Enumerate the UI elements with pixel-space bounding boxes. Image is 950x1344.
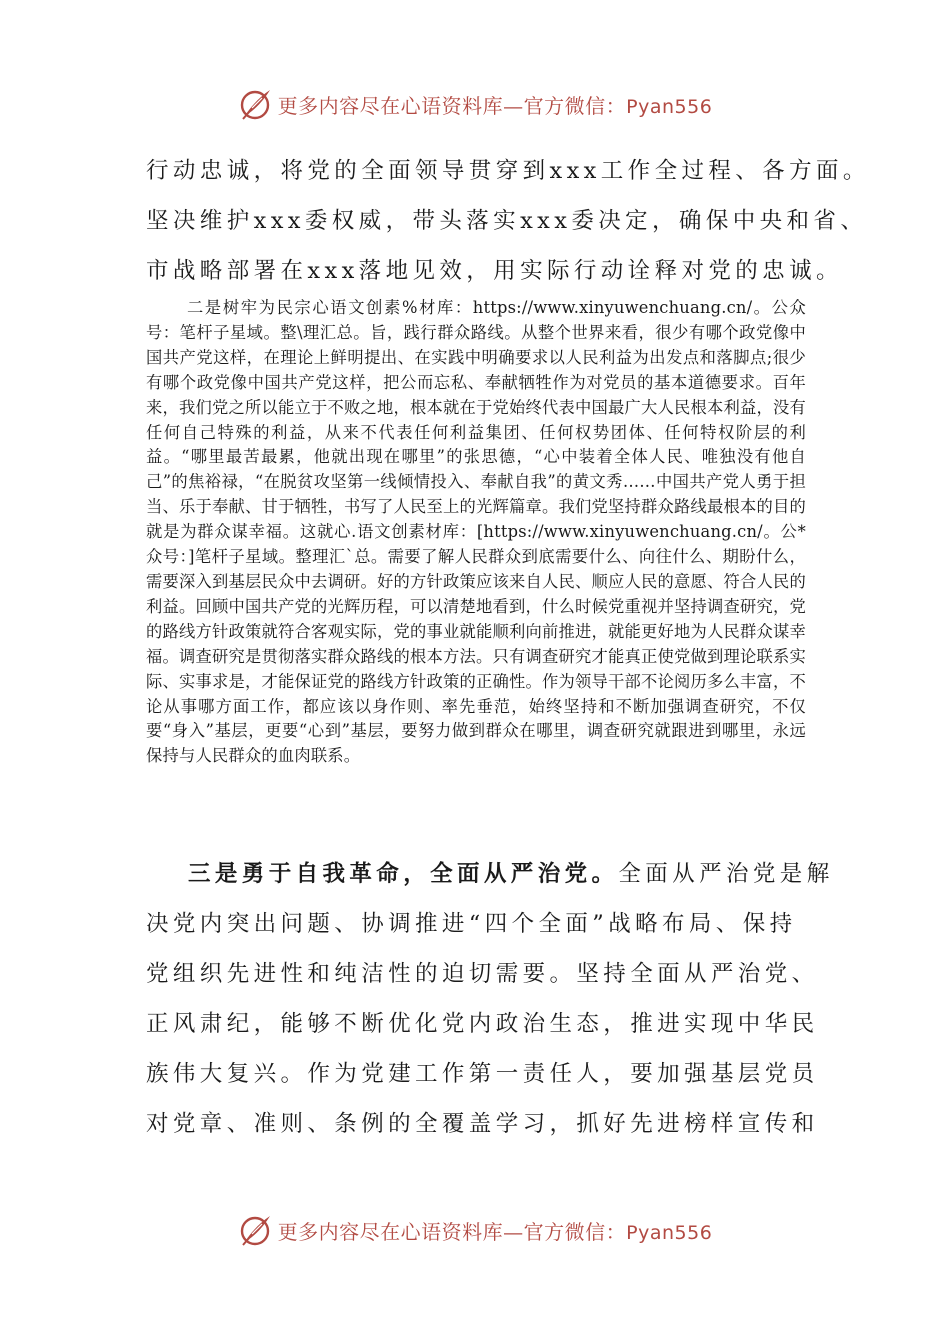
section-three-first-line — [188, 859, 834, 889]
footer-banner — [0, 1210, 950, 1250]
quill-logo-icon — [238, 1212, 274, 1248]
section-three-line-4: 正风肃纪，能够不断优化党内政治生态，推进实现中华民 — [146, 1011, 819, 1037]
body-line-3: 市战略部署在xxx落地见效，用实际行动诠释对党的忠诚。 — [146, 258, 843, 284]
body-line-1: 行动忠诚，将党的全面领导贯穿到xxx工作全过程、各方面。 — [146, 158, 870, 184]
header-banner-text: 更多内容尽在心语资料库—官方微信：Pyan556 — [277, 93, 713, 118]
section-three-line-2: 决党内突出问题、协调推进“四个全面”战略布局、保持 — [146, 911, 797, 937]
section-three-first-line-rest: 全面从严治党是解 — [618, 861, 834, 887]
footer-banner-text: 更多内容尽在心语资料库—官方微信：Pyan556 — [277, 1219, 713, 1244]
section-three-line-3: 党组织先进性和纯洁性的迫切需要。坚持全面从严治党、 — [146, 961, 819, 987]
body-line-2: 坚决维护xxx委权威，带头落实xxx委决定，确保中央和省、 — [146, 208, 868, 234]
section-three-line-5: 族伟大复兴。作为党建工作第一责任人，要加强基层党员 — [146, 1061, 819, 1087]
section-three-line-6: 对党章、准则、条例的全覆盖学习，抓好先进榜样宣传和 — [146, 1111, 819, 1137]
small-paragraph: 二是树牢为民宗心语文创素%材库：https://www.xinyuwenchuang.cn/。公众号：笔杆子星域。整\理汇总。旨，践行群众路线。从整个世界来看，很少有哪个政党像中国共产党这样，在理论上鲜明提出、在实践中明确要求以人民利益为出发点和落脚点;很少有哪个政党像中国共产党这样，把公而忘私、奉献牺牲作为对党员的基本道德要求。百年来，我们党之所以能立于不败之地，根本就在于党始终代表中国最广大人民根本利益，没有任何自己特殊的利益，从来不代表任何利益集团、任何权势团体、任何特权阶层的利益。“哪里最苦最累，他就出现在哪里”的张思德，“心中装着全体人民、唯独没有他自己”的焦裕禄，“在脱贫攻坚第一线倾情投入、奉献自我”的黄文秀……中国共产党人勇于担当、乐于奉献、甘于牺牲，书写了人民至上的光辉篇章。我们党坚持群众路线最根本的目的就是为群众谋幸福。这就心.语文创素材库：[https://www.xinyuwenchuang.cn/。公*众号：]笔杆子星域。整理汇`总。需要了解人民群众到底需要什么、向往什么、期盼什么，需要深入到基层民众中去调研。好的方针政策应该来自人民、顺应人民的意愿、符合人民的利益。回顾中国共产党的光辉历程，可以清楚地看到，什么时候党重视并坚持调查研究，党的路线方针政策就符合客观实际，党的事业就能顺利向前推进，就能更好地为人民群众谋幸福。调查研究是贯彻落实群众路线的根本方法。只有调查研究才能真正使党做到理论联系实际、实事求是，才能保证党的路线方针政策的正确性。作为领导干部不论阅历多么丰富，不论从事哪方面工作，都应该以身作则、率先垂范，始终坚持和不断加强调查研究，不仅要“身入”基层，更要“心到”基层，要努力做到群众在哪里，调查研究就跟进到哪里，永远保持与人民群众的血肉联系。 — [146, 298, 806, 766]
quill-logo-icon — [238, 86, 274, 122]
section-three-heading: 三是勇于自我革命，全面从严治党。 — [188, 861, 619, 887]
header-banner — [0, 84, 950, 124]
